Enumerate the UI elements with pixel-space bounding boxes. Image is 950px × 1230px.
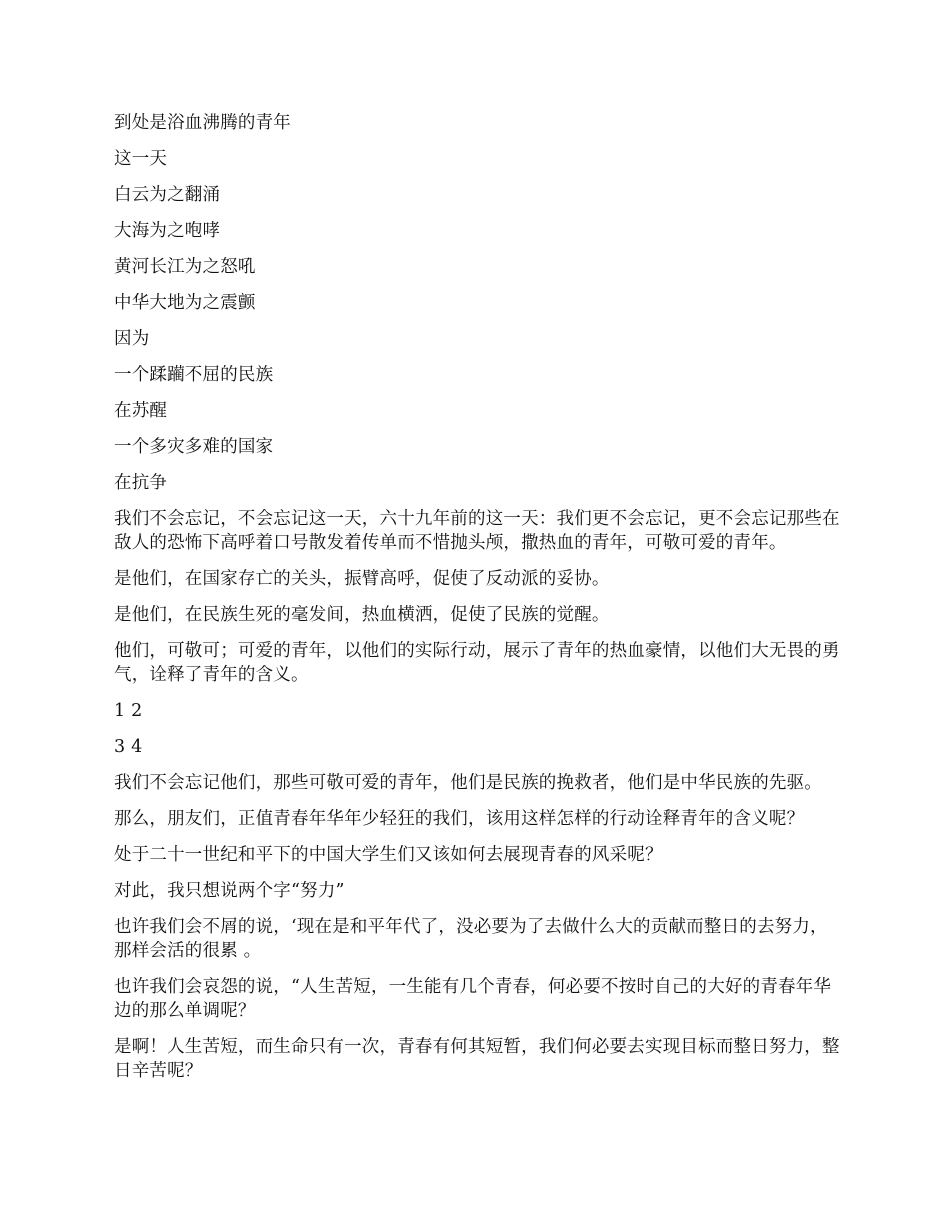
paragraph: 1 2 xyxy=(114,701,143,721)
paragraph: 一个蹂躏不屈的民族 xyxy=(114,365,274,385)
paragraph: 是啊！人生苦短，而生命只有一次，青春有何其短暂，我们何必要去实现目标而整日努力，整日辛苦呢？ xyxy=(114,1037,840,1081)
paragraph: 他们，可敬可；可爱的青年，以他们的实际行动，展示了青年的热血豪情，以他们大无畏的勇气，诠释了青年的含义。 xyxy=(114,641,840,685)
paragraph: 也许我们会哀怨的说，“人生苦短，一生能有几个青春，何必要不按时自己的大好的青春年华边的那么单调呢？ xyxy=(114,977,832,1021)
paragraph: 是他们，在民族生死的毫发间，热血横洒，促使了民族的觉醒。 xyxy=(114,605,610,625)
paragraph: 那么，朋友们，正值青春年华年少轻狂的我们，该用这样怎样的行动诠释青年的含义呢？ xyxy=(114,809,805,829)
paragraph: 3 4 xyxy=(114,737,143,757)
paragraph: 一个多灾多难的国家 xyxy=(114,437,274,457)
paragraph: 黄河长江为之怒吼 xyxy=(114,257,256,277)
paragraph: 中华大地为之震颤 xyxy=(114,293,256,313)
paragraph: 我们不会忘记他们，那些可敬可爱的青年，他们是民族的挽救者，他们是中华民族的先驱。 xyxy=(114,773,822,793)
document-body xyxy=(114,111,842,1095)
paragraph: 也许我们会不屑的说，‘现在是和平年代了，没必要为了去做什么大的贡献而整日的去努力，那样会活的很累 。 xyxy=(114,917,828,961)
paragraph: 白云为之翻涌 xyxy=(114,185,221,205)
paragraph: 因为 xyxy=(114,329,150,349)
paragraph: 我们不会忘记，不会忘记这一天，六十九年前的这一天：我们更不会忘记，更不会忘记那些在敌人的恐怖下高呼着口号散发着传单而不惜抛头颅，撒热血的青年，可敬可爱的青年。 xyxy=(114,509,840,553)
paragraph: 在抗争 xyxy=(114,473,168,493)
paragraph: 在苏醒 xyxy=(114,401,168,421)
paragraph: 大海为之咆哮 xyxy=(114,221,221,241)
paragraph: 这一天 xyxy=(114,149,168,169)
paragraph: 对此，我只想说两个字“努力” xyxy=(114,881,345,901)
paragraph: 是他们，在国家存亡的关头，振臂高呼，促使了反动派的妥协。 xyxy=(114,569,610,589)
paragraph: 处于二十一世纪和平下的中国大学生们又该如何去展现青春的风采呢？ xyxy=(114,845,663,865)
paragraph: 到处是浴血沸腾的青年 xyxy=(114,113,291,133)
